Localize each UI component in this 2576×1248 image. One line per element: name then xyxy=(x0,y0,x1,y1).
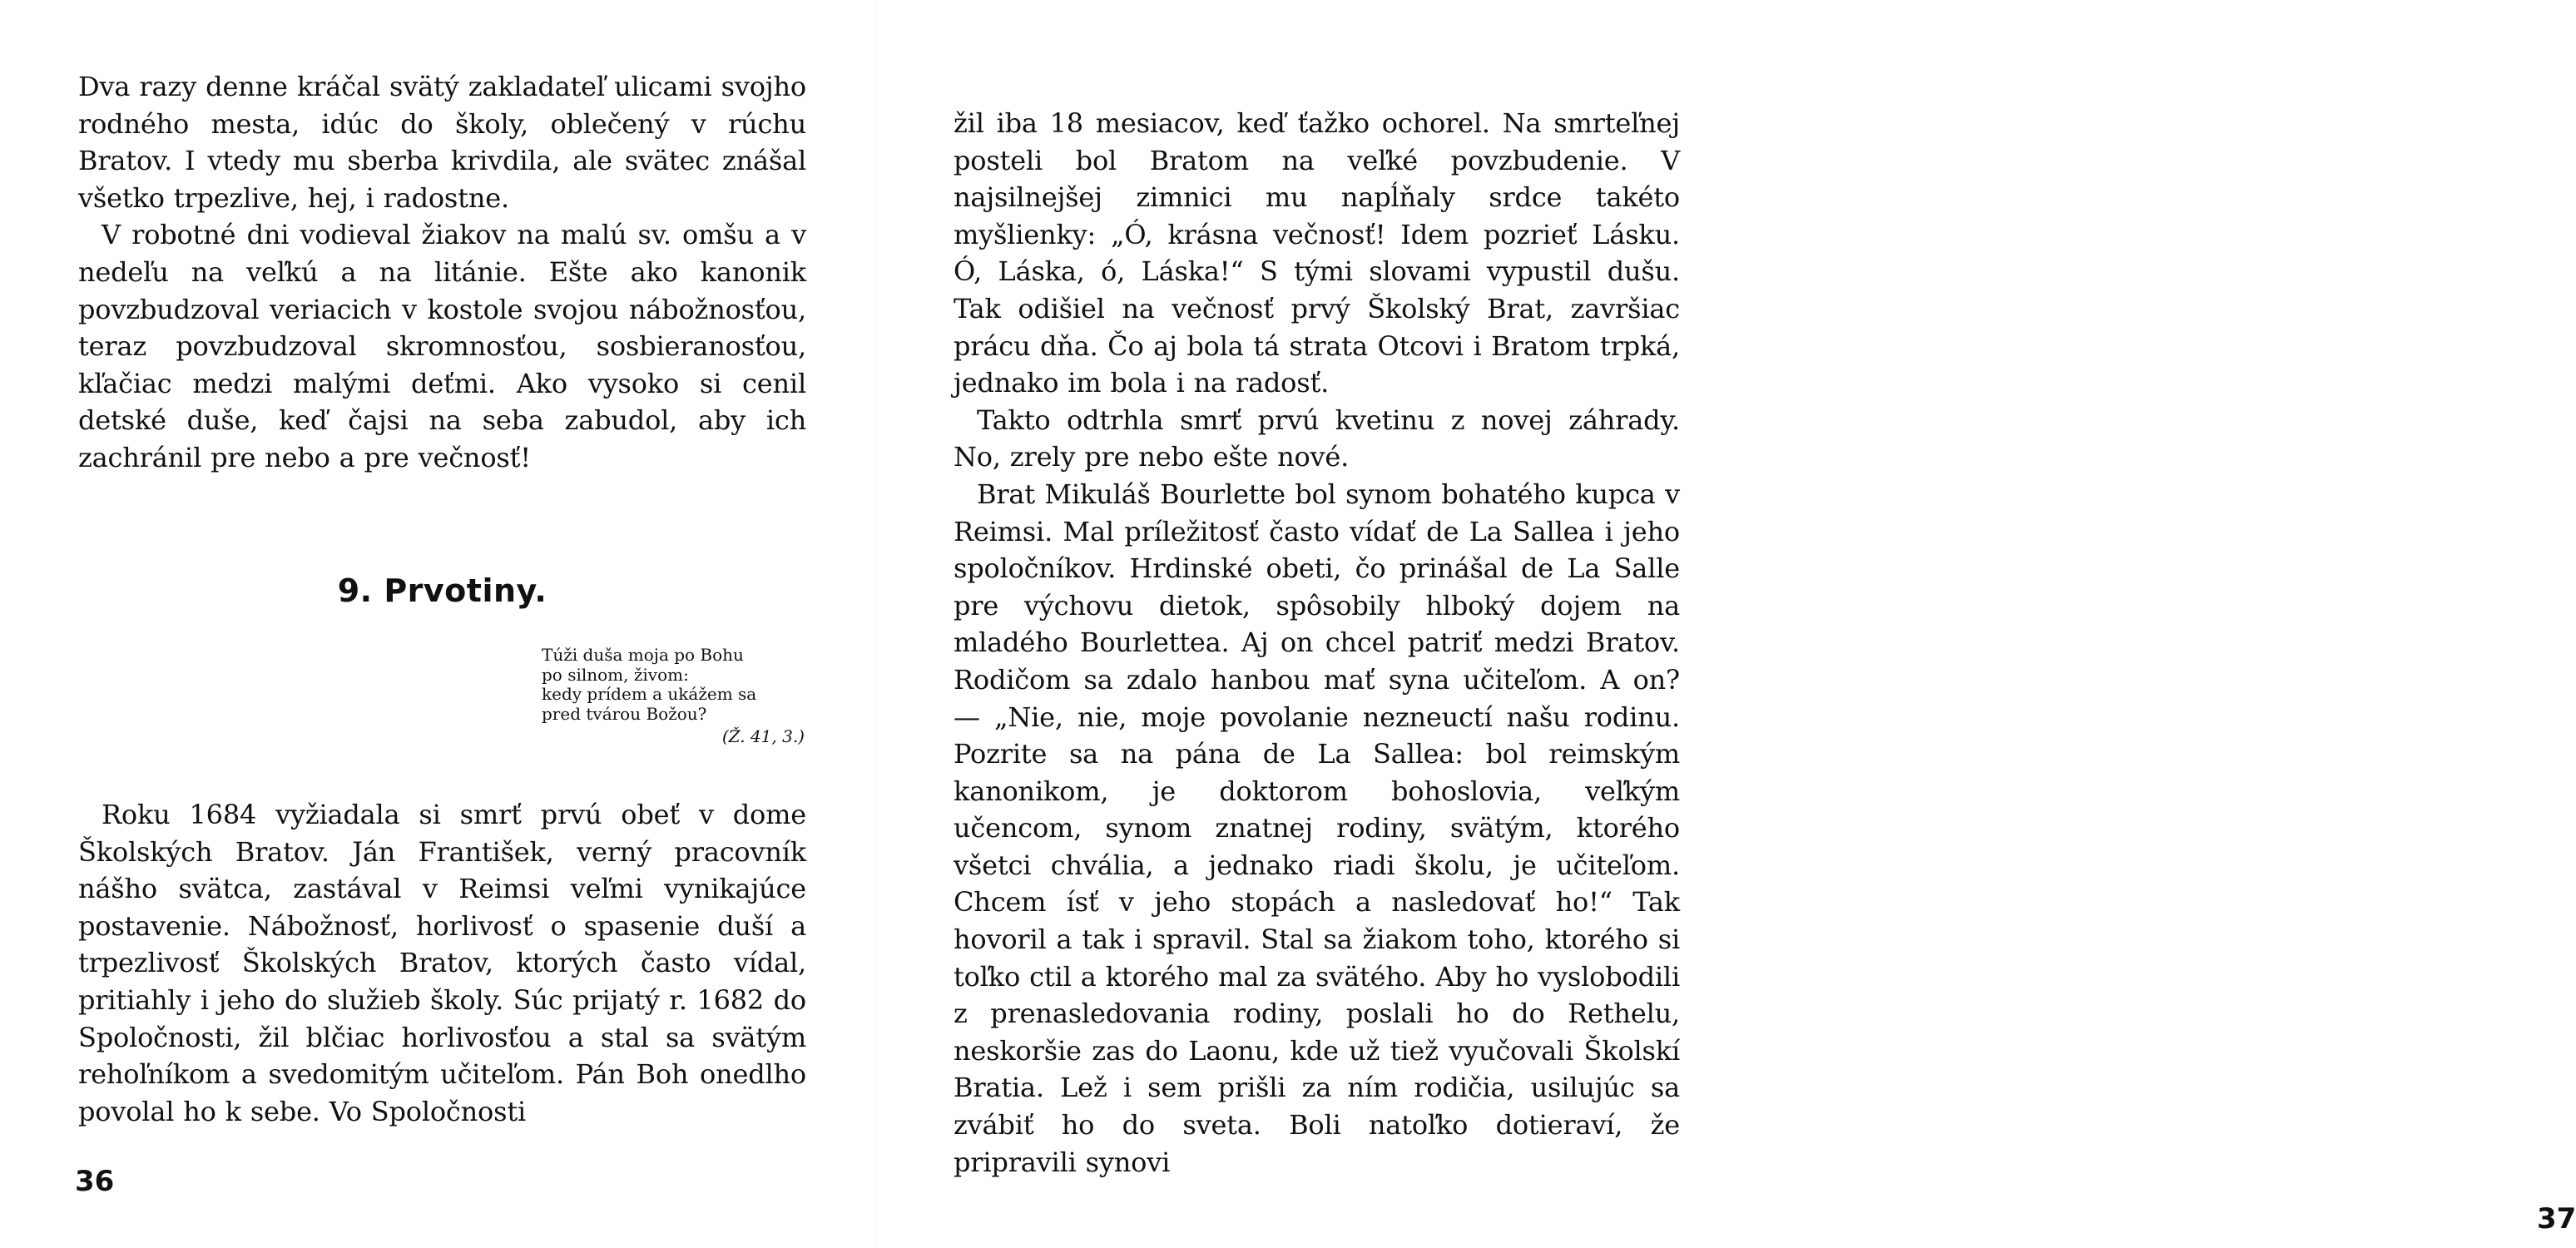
chapter-title: 9. Prvotiny. xyxy=(337,572,547,609)
paragraph: Dva razy denne kráčal svätý zakladateľ ulicami svojho rodného mesta, idúc do školy, oblečený v rúchu Bratov. I vtedy mu sberba krivdila, ale svätec znášal všetko trpezlive, hej, i radostne. xyxy=(78,71,806,214)
epigraph xyxy=(542,646,806,747)
paragraph: Brat Mikuláš Bourlette bol synom bohatého kupca v Reimsi. Mal príležitosť často vídať de La Sallea i jeho spoločníkov. Hrdinské obeti, čo prinášal de La Salle pre výchovu dietok, spôsobily hlboký dojem na mladého Bourlettea. Aj on chcel patriť medzi Bratov. Rodičom sa zdalo hanbou mať syna učiteľom. A on? — „Nie, nie, moje povolanie nezneuctí našu rodinu. Pozrite sa na pána de La Sallea: bol reimským kanonikom, je doktorom bohoslovia, veľkým učencom, synom znatnej rodiny, svätým, ktorého všetci chvália, a jednako riadi školu, je učiteľom. Chcem ísť v jeho stopách a nasledovať ho!“ Tak hovoril a tak i spravil. Stal sa žiakom toho, ktorého si toľko ctil a ktorého mal za svätého. Aby ho vyslobodili z prenasledovania rodiny, poslali ho do Rethelu, neskoršie zas do Laonu, kde už tiež vyučovali Školskí Bratia. Lež i sem prišli za ním rodičia, usilujúc sa zvábiť ho do sveta. Boli natoľko dotieraví, že pripravili synovi xyxy=(954,478,1680,1178)
epigraph-reference: (Ž. 41, 3.) xyxy=(721,726,805,746)
right-main-text xyxy=(954,105,1680,1181)
paragraph: žil iba 18 mesiacov, keď ťažko ochorel. Na smrteľnej posteli bol Bratom na veľké povzbudenie. V najsilnejšej zimnici mu napĺňaly srdce takéto myšlienky: „Ó, krásna večnosť! Idem pozrieť Lásku. Ó, Láska, ó, Láska!“ S tými slovami vypustil dušu. Tak odišiel na večnosť prvý Školský Brat, završiac prácu dňa. Čo aj bola tá strata Otcovi i Bratom trpká, jednako im bola i na radosť. xyxy=(954,107,1680,399)
right-page xyxy=(877,0,2576,1248)
left-page xyxy=(0,0,877,1248)
paragraph: V robotné dni vodieval žiakov na malú sv. omšu a v nedeľu na veľkú a na litánie. Ešte ako kanonik povzbudzoval veriacich v kostole svojou nábožnosťou, teraz povzbudzoval skromnosťou, sosbieranosťou, kľačiac medzi malými deťmi. Ako vysoko si cenil detské duše, keď čajsi na seba zabudol, aby ich zachránil pre nebo a pre večnosť! xyxy=(78,219,806,473)
epigraph-line: pred tvárou Božou? xyxy=(542,703,707,724)
epigraph-line: kedy prídem a ukážem sa xyxy=(542,684,757,704)
left-top-text xyxy=(78,68,806,477)
page-number: 37 xyxy=(2537,1202,2576,1236)
page-number: 36 xyxy=(75,1165,115,1198)
epigraph-line: Túži duša moja po Bohu xyxy=(542,645,744,665)
paragraph: Roku 1684 vyžiadala si smrť prvú obeť v dome Školských Bratov. Ján František, verný pracovník nášho svätca, zastával v Reimsi veľmi vynikajúce postavenie. Nábožnosť, horlivosť o spasenie duší a trpezlivosť Školských Bratov, ktorých často vídal, pritiahly i jeho do služieb školy. Súc prijatý r. 1682 do Spoločnosti, žil blčiac horlivosťou a stal sa svätým rehoľníkom a svedomitým učiteľom. Pán Boh onedlho povolal ho k sebe. Vo Spoločnosti xyxy=(78,799,806,1127)
epigraph-line: po silnom, živom: xyxy=(542,664,689,685)
paragraph: Takto odtrhla smrť prvú kvetinu z novej záhrady. No, zrely pre nebo ešte nové. xyxy=(954,404,1680,473)
left-bottom-text xyxy=(78,796,806,1130)
